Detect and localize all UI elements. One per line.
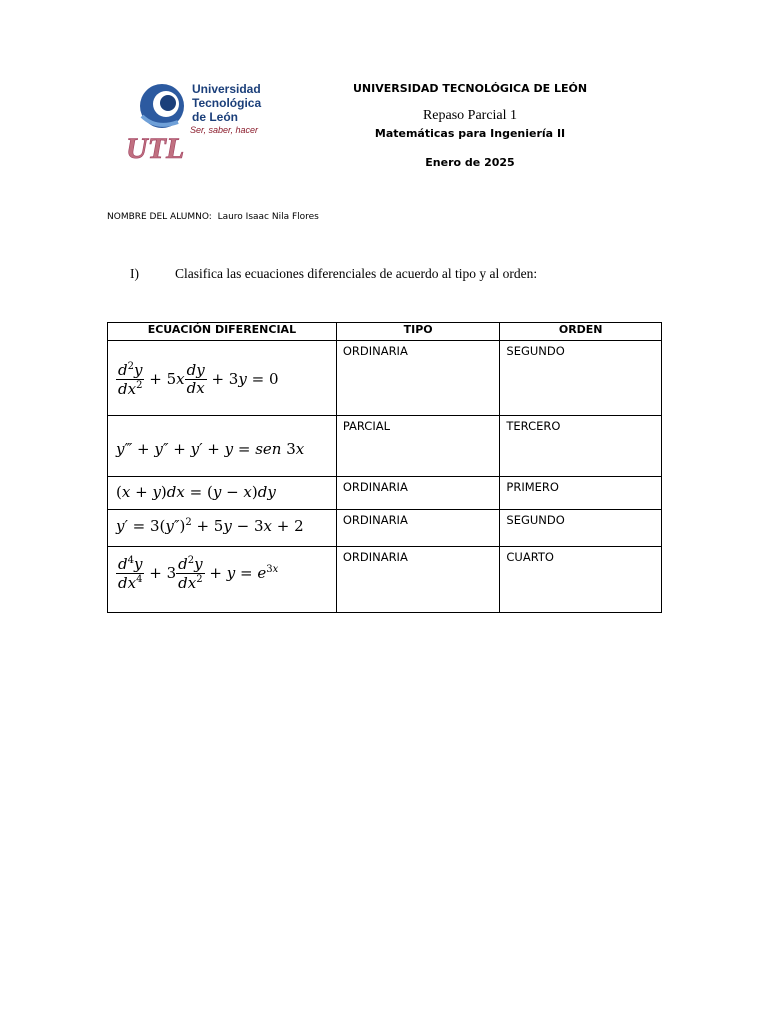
document-title: Repaso Parcial 1 (422, 108, 518, 123)
logo-mark: UTL (126, 132, 185, 165)
student-line (107, 212, 319, 222)
logo-text-2: Tecnológica (192, 96, 262, 110)
tipo-cell: ORDINARIA (336, 477, 500, 510)
table-row (108, 416, 662, 477)
table-row (108, 510, 662, 547)
table-header-row (108, 323, 662, 341)
table-row (108, 547, 662, 613)
equation-4: $y' = 3(y'')^2 + 5y - 3x + 2$ (116, 517, 304, 535)
header-tipo: TIPO (336, 323, 500, 341)
tipo-cell: ORDINARIA (336, 547, 500, 613)
orden-cell: CUARTO (500, 547, 662, 613)
equation-cell (108, 416, 337, 477)
question-number: I) (130, 266, 139, 281)
subject-name: Matemáticas para Ingeniería II (374, 127, 566, 140)
logo-slogan: Ser, saber, hacer (190, 125, 259, 135)
table-row (108, 477, 662, 510)
document-date: Enero de 2025 (425, 156, 515, 169)
header-ecuacion: ECUACIÓN DIFERENCIAL (108, 323, 337, 341)
tipo-cell: ORDINARIA (336, 341, 500, 416)
orden-cell: SEGUNDO (500, 341, 662, 416)
tipo-cell: ORDINARIA (336, 510, 500, 547)
question-line (130, 266, 537, 282)
student-name: Lauro Isaac Nila Flores (217, 212, 319, 222)
university-logo (122, 78, 262, 166)
equation-5: $\frac{d^4y}{dx^4}$ + 3 $\frac{d^2y}{dx^2}$ + $y = e^{3x}$ (118, 555, 279, 593)
equation-cell (108, 547, 337, 613)
logo-text-1: Universidad (192, 82, 261, 96)
orden-cell: SEGUNDO (500, 510, 662, 547)
orden-cell: PRIMERO (500, 477, 662, 510)
student-label: NOMBRE DEL ALUMNO: (107, 212, 212, 222)
table-row (108, 341, 662, 416)
question-text: Clasifica las ecuaciones diferenciales de acuerdo al tipo y al orden: (175, 266, 538, 281)
tipo-cell: PARCIAL (336, 416, 500, 477)
equation-cell (108, 510, 337, 547)
equation-3: (x + y)dx = (y − x)dy (116, 483, 276, 501)
equation-cell (108, 477, 337, 510)
logo-text-3: de León (192, 110, 239, 124)
orden-cell: TERCERO (500, 416, 662, 477)
equation-2: y‴ + y″ + y′ + y = sen 3x (116, 440, 305, 458)
header-orden: ORDEN (500, 323, 662, 341)
classification-table (107, 322, 662, 613)
equation-cell (108, 341, 337, 416)
university-name: UNIVERSIDAD TECNOLÓGICA DE LEÓN (352, 82, 588, 95)
equation-1: $\frac{d^2y}{dx^2}$ + 5x $\frac{dy}{dx}$ + 3y = 0 (118, 361, 279, 399)
